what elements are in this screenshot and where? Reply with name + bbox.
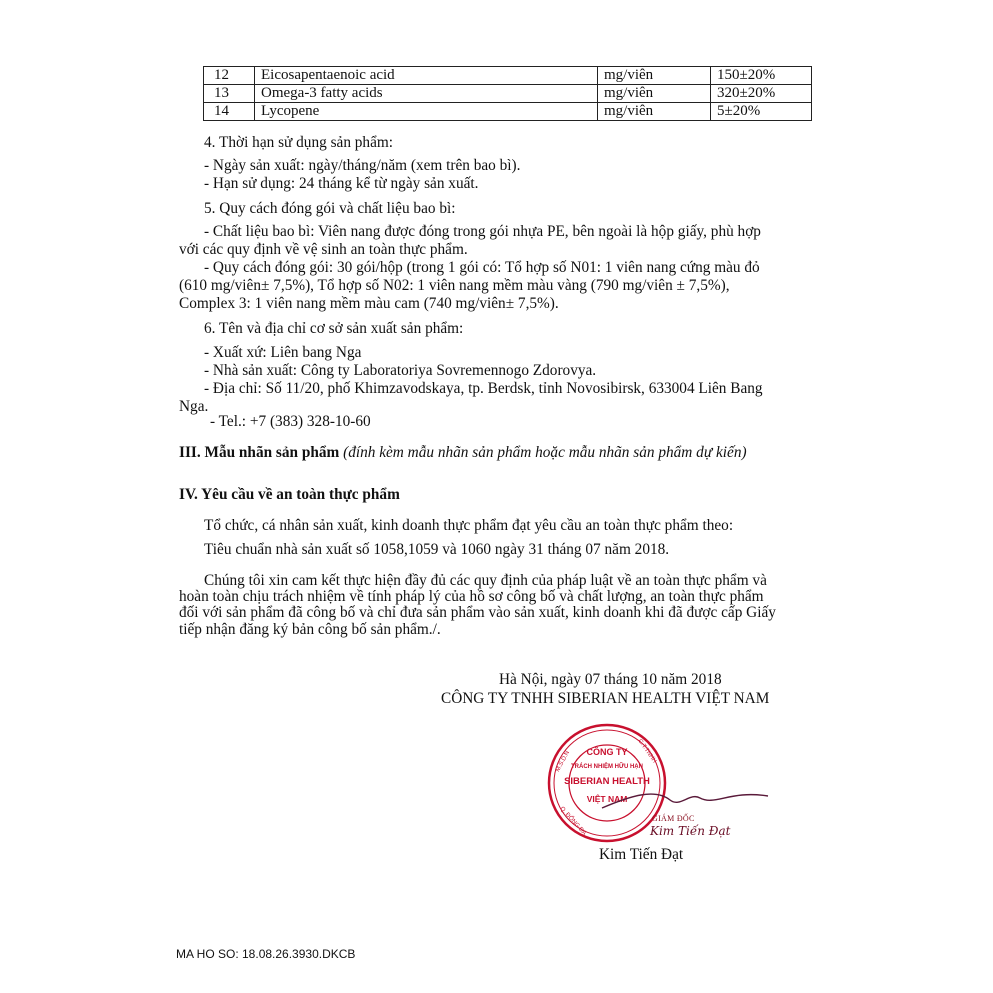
unit-cell: mg/viên: [598, 103, 711, 121]
unit-cell: mg/viên: [598, 85, 711, 103]
section-iii-heading: [179, 444, 747, 462]
place-date: Hà Nội, ngày 07 tháng 10 năm 2018: [499, 671, 722, 688]
row-number: 14: [204, 103, 255, 121]
value-cell: 150±20%: [711, 67, 812, 85]
address-line-2: Nga.: [179, 398, 209, 415]
table-row: [204, 103, 812, 121]
manufacture-date-line: - Ngày sản xuất: ngày/tháng/năm (xem trên bao bì).: [204, 157, 521, 174]
handwritten-signature: Kim Tiến Đạt: [650, 824, 731, 838]
requirement-line-1: Tổ chức, cá nhân sản xuất, kinh doanh thực phẩm đạt yêu cầu an toàn thực phẩm theo:: [204, 517, 734, 534]
row-number: 13: [204, 85, 255, 103]
commitment-line-1: Chúng tôi xin cam kết thực hiện đầy đủ các quy định của pháp luật về an toàn thực phẩm và: [204, 572, 767, 589]
signer-name: Kim Tiến Đạt: [599, 846, 684, 863]
svg-text:CÔNG TY: CÔNG TY: [586, 747, 628, 757]
packaging-material-line-2: với các quy định về vệ sinh an toàn thực phẩm.: [179, 241, 468, 258]
row-number: 12: [204, 67, 255, 85]
phone-line: - Tel.: +7 (383) 328-10-60: [210, 413, 371, 430]
company-name: CÔNG TY TNHH SIBERIAN HEALTH VIỆT NAM: [441, 690, 770, 707]
signature-stroke: [600, 778, 770, 818]
value-cell: 5±20%: [711, 103, 812, 121]
section-5-title: 5. Quy cách đóng gói và chất liệu bao bì:: [204, 200, 456, 217]
section-4-title: 4. Thời hạn sử dụng sản phẩm:: [204, 134, 394, 151]
section-iii-title: III. Mẫu nhãn sản phẩm: [179, 444, 340, 461]
dossier-code: MA HO SO: 18.08.26.3930.DKCB: [176, 947, 356, 961]
packaging-material-line-1: - Chất liệu bao bì: Viên nang được đóng trong gói nhựa PE, bên ngoài là hộp giấy, phù hợp: [204, 223, 761, 240]
nutrient-table: [203, 66, 812, 121]
origin-line: - Xuất xứ: Liên bang Nga: [204, 344, 362, 361]
svg-text:TRÁCH NHIỆM HỮU HẠN: TRÁCH NHIỆM HỮU HẠN: [571, 764, 643, 770]
nutrient-name: Lycopene: [255, 103, 598, 121]
signer-role: GIÁM ĐỐC: [652, 814, 695, 823]
manufacturer-line: - Nhà sản xuất: Công ty Laboratoriya Sovremennogo Zdorovya.: [204, 362, 597, 379]
requirement-line-2: Tiêu chuẩn nhà sản xuất số 1058,1059 và 1060 ngày 31 tháng 07 năm 2018.: [204, 541, 670, 558]
svg-text:M.S.D.N: M.S.D.N: [555, 750, 572, 773]
packaging-spec-line-1: - Quy cách đóng gói: 30 gói/hộp (trong 1 gói có: Tổ hợp số N01: 1 viên nang cứng màu đỏ: [204, 259, 760, 276]
commitment-line-4: tiếp nhận đăng ký bản công bố sản phẩm./.: [179, 621, 441, 638]
nutrient-name: Eicosapentaenoic acid: [255, 67, 598, 85]
section-iv-title: IV. Yêu cầu về an toàn thực phẩm: [179, 486, 400, 503]
address-line-1: - Địa chỉ: Số 11/20, phố Khimzavodskaya, tp. Berdsk, tỉnh Novosibirsk, 633004 Liên Bang: [204, 380, 763, 397]
section-iii-note: (đính kèm mẫu nhãn sản phẩm hoặc mẫu nhãn sản phẩm dự kiến): [343, 444, 747, 461]
svg-text:C.T.TNHH: C.T.TNHH: [636, 738, 658, 765]
commitment-line-3: đối với sản phẩm đã công bố và chỉ đưa sản phẩm vào sản xuất, kinh doanh khi đã được cấp Giấy: [179, 604, 776, 621]
value-cell: 320±20%: [711, 85, 812, 103]
expiry-line: - Hạn sử dụng: 24 tháng kể từ ngày sản xuất.: [204, 175, 479, 192]
svg-text:Q. ĐỐNG ĐA: Q. ĐỐNG ĐA: [558, 805, 588, 837]
packaging-spec-line-2: (610 mg/viên± 7,5%), Tổ hợp số N02: 1 viên nang mềm màu vàng (790 mg/viên ± 7,5%),: [179, 277, 730, 294]
unit-cell: mg/viên: [598, 67, 711, 85]
svg-text:VIỆT NAM: VIỆT NAM: [586, 794, 628, 804]
packaging-spec-line-3: Complex 3: 1 viên nang mềm màu cam (740 mg/viên± 7,5%).: [179, 295, 559, 312]
svg-text:SIBERIAN HEALTH: SIBERIAN HEALTH: [564, 776, 650, 787]
nutrient-name: Omega-3 fatty acids: [255, 85, 598, 103]
table-row: [204, 67, 812, 85]
table-row: [204, 85, 812, 103]
commitment-line-2: hoàn toàn chịu trách nhiệm về tính pháp lý của hồ sơ công bố và chất lượng, an toàn thực phẩm: [179, 588, 764, 605]
section-6-title: 6. Tên và địa chỉ cơ sở sản xuất sản phẩm:: [204, 320, 464, 337]
